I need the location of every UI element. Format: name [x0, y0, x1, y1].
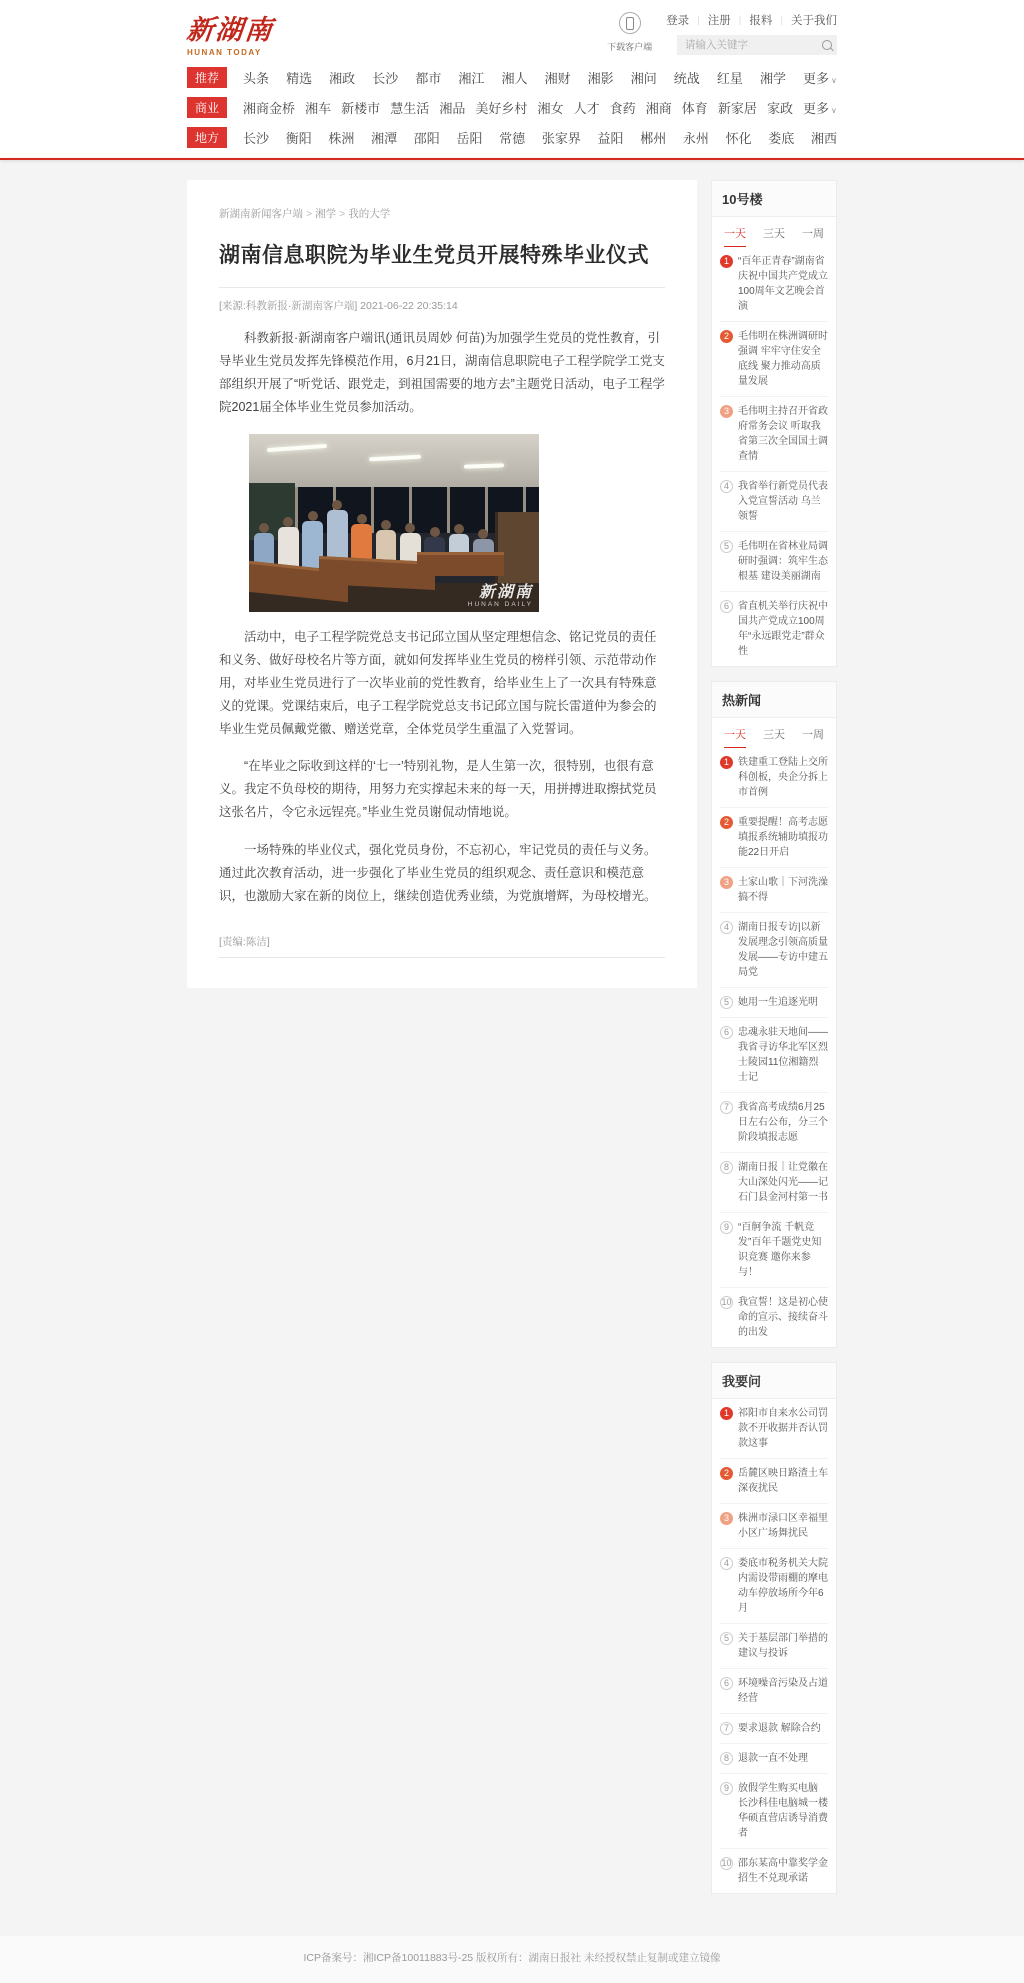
- nav-link[interactable]: 湘品: [439, 101, 466, 116]
- list-item-text: 毛伟明在省林业局调研时强调：筑牢生态根基 建设美丽湖南: [738, 541, 828, 582]
- photo-light: [464, 463, 504, 468]
- list-item[interactable]: [720, 592, 828, 666]
- top-link[interactable]: 关于我们: [791, 15, 837, 27]
- nav-items: [243, 68, 837, 87]
- list-item-text: “百年正青春”湖南省庆祝中国共产党成立100周年文艺晚会首演: [738, 256, 828, 312]
- nav-link[interactable]: 岳阳: [456, 131, 483, 146]
- rank-badge: 2: [720, 816, 733, 829]
- nav-link[interactable]: 株洲: [328, 131, 355, 146]
- list-item-text: 铁建重工登陆上交所科创板，央企分拆上市首例: [738, 757, 828, 798]
- nav-badge[interactable]: 地方: [187, 127, 227, 148]
- logo-title: 新湖南: [185, 15, 276, 45]
- title-divider: [219, 287, 665, 288]
- list-item[interactable]: [720, 1213, 828, 1288]
- nav: [187, 67, 837, 158]
- top-link[interactable]: 报料: [749, 15, 773, 27]
- rank-badge: 1: [720, 756, 733, 769]
- list-item-text: 邵东某高中靠奖学金招生不兑现承诺: [738, 1858, 828, 1884]
- nav-link[interactable]: 都市: [415, 71, 442, 86]
- link-separator: |: [738, 14, 742, 26]
- article-paragraph: 一场特殊的毕业仪式，强化党员身份，不忘初心，牢记党员的责任与义务。通过此次教育活动，进一步强化了毕业生党员的组织观念、责任意识和模范意识，也激励大家在新的岗位上，继续创造优秀业绩，为党旗增辉，为母校增光。: [219, 842, 657, 903]
- list-item[interactable]: [720, 913, 828, 988]
- breadcrumb: [219, 206, 665, 221]
- rank-badge: 2: [720, 1467, 733, 1480]
- rank-badge: 3: [720, 1512, 733, 1525]
- nav-link[interactable]: 衡阳: [285, 131, 312, 146]
- sidebar-card: [711, 1362, 837, 1894]
- article-source: [来源:科教新报·新湖南客户端]: [219, 300, 358, 312]
- sidebar-list: [712, 748, 836, 1347]
- nav-link[interactable]: 人才: [573, 101, 600, 116]
- list-item[interactable]: [720, 1714, 828, 1744]
- nav-link[interactable]: 邵阳: [413, 131, 440, 146]
- nav-items: [243, 98, 837, 117]
- list-item[interactable]: [720, 472, 828, 532]
- site-header: [0, 0, 1024, 158]
- nav-link[interactable]: 湘问: [630, 71, 657, 86]
- list-item[interactable]: [720, 748, 828, 808]
- nav-link[interactable]: 食药: [609, 101, 636, 116]
- nav-link[interactable]: 怀化: [725, 131, 752, 146]
- rank-badge: 7: [720, 1101, 733, 1114]
- nav-link[interactable]: 湘西: [810, 131, 837, 146]
- sidebar-list: [712, 1399, 836, 1893]
- nav-link[interactable]: 体育: [681, 101, 708, 116]
- sidebar-card: [711, 180, 837, 667]
- rank-badge: 4: [720, 1557, 733, 1570]
- rank-badge: 6: [720, 1026, 733, 1039]
- article-title: 湖南信息职院为毕业生党员开展特殊毕业仪式: [219, 244, 649, 267]
- article-end-divider: [219, 957, 665, 958]
- rank-badge: 1: [720, 255, 733, 268]
- rank-badge: 3: [720, 876, 733, 889]
- top-link[interactable]: 登录: [666, 15, 690, 27]
- list-item[interactable]: [720, 1093, 828, 1153]
- list-item-text: 关于基层部门举措的建议与投诉: [738, 1633, 828, 1659]
- nav-row: [187, 127, 837, 148]
- list-item[interactable]: [720, 532, 828, 592]
- list-item[interactable]: [720, 247, 828, 322]
- sidebar-card: [711, 681, 837, 1348]
- rank-badge: 4: [720, 921, 733, 934]
- rank-badge: 2: [720, 330, 733, 343]
- nav-link[interactable]: 永州: [682, 131, 709, 146]
- article-body: [219, 626, 665, 908]
- download-app-icon: [619, 12, 641, 34]
- list-item[interactable]: [720, 1288, 828, 1347]
- list-item[interactable]: [720, 808, 828, 868]
- nav-link[interactable]: 湘商: [645, 101, 672, 116]
- sidebar-list: [712, 247, 836, 666]
- list-item-text: 湖南日报专访|以新发展理念引领高质量发展——专访中建五局党: [738, 922, 828, 978]
- nav-more-link[interactable]: 更多 ∨: [803, 101, 837, 116]
- rank-badge: 3: [720, 405, 733, 418]
- list-item[interactable]: [720, 1153, 828, 1213]
- breadcrumb-separator: >: [339, 208, 346, 220]
- rank-badge: 6: [720, 1677, 733, 1690]
- list-item-text: 环境噪音污染及占道经营: [738, 1678, 828, 1704]
- article-paragraph: “在毕业之际收到这样的‘七一’特别礼物，是人生第一次，很特别，也很有意义。我定不负母校的期待，用努力充实撑起未来的每一天，用拼搏进取擦拭党员这张名片，令它永远锃亮。”毕业生党员谢侃动情地说。: [219, 759, 657, 820]
- nav-items: [243, 128, 837, 147]
- list-item[interactable]: [720, 1459, 828, 1504]
- list-item-text: 株洲市渌口区幸福里小区广场舞扰民: [738, 1513, 828, 1539]
- list-item[interactable]: [720, 868, 828, 913]
- nav-link[interactable]: 湘车: [305, 101, 332, 116]
- nav-link[interactable]: 湘财: [544, 71, 571, 86]
- nav-link[interactable]: 郴州: [640, 131, 667, 146]
- breadcrumb-link[interactable]: 我的大学: [348, 208, 391, 220]
- nav-link[interactable]: 常德: [499, 131, 526, 146]
- nav-link[interactable]: 湘人: [501, 71, 528, 86]
- nav-link[interactable]: 湘政: [329, 71, 356, 86]
- list-item[interactable]: [720, 1399, 828, 1459]
- breadcrumb-link[interactable]: 湘学: [315, 208, 337, 220]
- rank-badge: 5: [720, 540, 733, 553]
- list-item-text: 毛伟明在株洲调研时强调 牢牢守住安全底线 聚力推动高质量发展: [738, 331, 828, 387]
- list-item-text: 我省举行新党员代表入党宣誓活动 乌兰领誓: [738, 481, 828, 522]
- nav-link[interactable]: 湘潭: [371, 131, 398, 146]
- top-links: [666, 12, 837, 28]
- search-icon[interactable]: [822, 40, 832, 50]
- sidebar-section-title: 我要问: [712, 1363, 836, 1399]
- rank-badge: 1: [720, 1407, 733, 1420]
- article-paragraph: 活动中，电子工程学院党总支书记邱立国从坚定理想信念、铭记党员的责任和义务、做好母校名片等方面，就如何发挥毕业生党员的榜样引领、示范带动作用，对毕业生党员进行了一次毕业前的党性教育，给毕业生上了一次具有特殊意义的党课。党课结束后，电子工程学院党总支书记邱立国与院长雷道仲为参会的毕业生党员佩戴党徽、赠送党章，全体党员学生重温了入党誓词。: [219, 629, 657, 736]
- nav-more-link[interactable]: 更多 ∨: [803, 71, 837, 86]
- sidebar-tab[interactable]: 三天: [763, 729, 785, 741]
- site-logo[interactable]: [187, 8, 274, 57]
- article-lead: [219, 327, 665, 420]
- rank-badge: 6: [720, 600, 733, 613]
- link-separator: |: [780, 14, 783, 26]
- footer-text: ICP备案号：湘ICP备10011883号-25 版权所有：湖南日报社 未经授权禁止复制或建立镜像: [303, 1952, 721, 1964]
- list-item-text: 要求退款 解除合约: [738, 1723, 821, 1734]
- nav-badge[interactable]: 商业: [187, 97, 227, 118]
- list-item-text: 毛伟明主持召开省政府常务会议 听取我省第三次全国国土调查情: [738, 406, 828, 462]
- nav-badge[interactable]: 推荐: [187, 67, 227, 88]
- sidebar-tab[interactable]: 一周: [802, 729, 824, 741]
- nav-link[interactable]: 新楼市: [341, 101, 381, 116]
- editor-line: [责编:陈洁]: [219, 935, 270, 948]
- list-item-text: 退款一直不处理: [738, 1753, 808, 1764]
- nav-link[interactable]: 湘商金桥: [243, 101, 296, 116]
- list-item[interactable]: [720, 1849, 828, 1893]
- article-time: 2021-06-22 20:35:14: [360, 300, 458, 312]
- logo-subtitle: HUNAN TODAY: [187, 48, 262, 57]
- list-item-text: 土家山歌｜下河洗澡搞不得: [738, 877, 828, 903]
- article-card: [187, 180, 697, 988]
- nav-link[interactable]: 头条: [243, 71, 270, 86]
- download-app-label: 下载客户端: [607, 42, 653, 52]
- breadcrumb-separator: >: [306, 208, 313, 220]
- nav-link[interactable]: 红星: [716, 71, 743, 86]
- page-footer: [0, 1936, 1024, 1983]
- rank-badge: 9: [720, 1782, 733, 1795]
- nav-link[interactable]: 张家界: [541, 131, 581, 146]
- list-item-text: 省直机关举行庆祝中国共产党成立100周年“永远跟党走”群众性: [738, 601, 828, 657]
- top-link[interactable]: 注册: [707, 15, 731, 27]
- sidebar-tabs: [712, 217, 836, 247]
- nav-link[interactable]: 新家居: [717, 101, 757, 116]
- search-box: [677, 35, 837, 55]
- chevron-down-icon: ∨: [831, 106, 837, 115]
- nav-link[interactable]: 精选: [286, 71, 313, 86]
- rank-badge: 10: [721, 1297, 732, 1307]
- list-item-text: 岳麓区映日路渣土车深夜扰民: [738, 1468, 828, 1494]
- list-item[interactable]: [720, 1549, 828, 1624]
- list-item[interactable]: [720, 1624, 828, 1669]
- nav-link[interactable]: 家政: [766, 101, 793, 116]
- photo-watermark-en: HUNAN DAILY: [467, 601, 533, 609]
- sidebar-tab[interactable]: 三天: [763, 228, 785, 240]
- list-item-text: 湖南日报｜让党徽在大山深处闪光——记石门县金河村第一书: [738, 1162, 828, 1203]
- nav-link[interactable]: 长沙: [243, 131, 270, 146]
- list-item[interactable]: [720, 1774, 828, 1849]
- list-item-text: “百舸争流 千帆竞发”百年千题党史知识竞赛 邀你来参与！: [738, 1222, 822, 1278]
- rank-badge: 5: [720, 1632, 733, 1645]
- list-item-text: 祁阳市自来水公司罚款不开收据并否认罚款这事: [738, 1408, 828, 1449]
- list-item[interactable]: [720, 1744, 828, 1774]
- list-item-text: 我省高考成绩6月25日左右公布，分三个阶段填报志愿: [738, 1102, 828, 1143]
- sidebar-section-title: 热新闻: [712, 682, 836, 718]
- rank-badge: 8: [720, 1752, 733, 1765]
- sidebar-tab[interactable]: 一天: [724, 225, 746, 247]
- article-paragraph: 科教新报·新湖南客户端讯(通讯员周妙 何苗)为加强学生党员的党性教育，引导毕业生党员发挥先锋模范作用，6月21日，湖南信息职院电子工程学院学工党支部组织开展了“听党话、跟党走，到祖国需要的地方去”主题党日活动，电子工程学院2021届全体毕业生党员参加活动。: [219, 331, 665, 415]
- list-item[interactable]: [720, 1504, 828, 1549]
- list-item-text: 忠魂永驻天地间——我省寻访华北军区烈士陵园11位湘籍烈士记: [738, 1027, 828, 1083]
- nav-row: [187, 97, 837, 118]
- rank-badge: 10: [721, 1858, 732, 1868]
- list-item[interactable]: [720, 397, 828, 472]
- nav-link[interactable]: 娄底: [768, 131, 795, 146]
- list-item-text: 重要提醒！高考志愿填报系统辅助填报功能22日开启: [738, 817, 828, 858]
- list-item[interactable]: [720, 1669, 828, 1714]
- nav-link[interactable]: 湘江: [458, 71, 485, 86]
- nav-link[interactable]: 长沙: [372, 71, 399, 86]
- chevron-down-icon: ∨: [831, 76, 837, 85]
- sidebar-tab[interactable]: 一周: [802, 228, 824, 240]
- photo-watermark: [468, 584, 533, 609]
- list-item[interactable]: [720, 1018, 828, 1093]
- sidebar-tabs: [712, 718, 836, 748]
- rank-badge: 5: [720, 996, 733, 1009]
- rank-badge: 7: [720, 1722, 733, 1735]
- article-photo: [249, 434, 539, 612]
- nav-link[interactable]: 统战: [673, 71, 700, 86]
- nav-link[interactable]: 美好乡村: [475, 101, 528, 116]
- rank-badge: 4: [720, 480, 733, 493]
- breadcrumb-link[interactable]: 新湖南新闻客户端: [219, 208, 303, 220]
- nav-link[interactable]: 湘影: [587, 71, 614, 86]
- download-app[interactable]: [607, 12, 652, 53]
- sidebar-section-title: 10号楼: [712, 181, 836, 217]
- link-separator: |: [697, 14, 700, 26]
- list-item-text: 放假学生购买电脑 长沙科佳电脑城一楼华硕直营店诱导消费者: [738, 1783, 828, 1839]
- photo-watermark-cn: 新湖南: [478, 583, 533, 601]
- nav-link[interactable]: 湘学: [759, 71, 786, 86]
- list-item[interactable]: [720, 988, 828, 1018]
- photo-desk: [417, 552, 504, 576]
- nav-link[interactable]: 慧生活: [390, 101, 430, 116]
- rank-badge: 9: [720, 1221, 733, 1234]
- nav-link[interactable]: 湘女: [537, 101, 564, 116]
- header-divider: [0, 158, 1024, 160]
- list-item-text: 娄底市税务机关大院内需设带雨棚的摩电动车停放场所今年6月: [738, 1558, 828, 1614]
- sidebar-tab[interactable]: 一天: [724, 726, 746, 748]
- rank-badge: 8: [720, 1161, 733, 1174]
- nav-row: [187, 67, 837, 88]
- search-input[interactable]: [683, 38, 822, 52]
- list-item-text: 她用一生追逐光明: [738, 997, 818, 1008]
- nav-link[interactable]: 益阳: [597, 131, 624, 146]
- sidebar: [711, 180, 837, 1908]
- list-item[interactable]: [720, 322, 828, 397]
- list-item-text: 我宣誓！这是初心使命的宣示、接续奋斗的出发: [738, 1297, 828, 1338]
- source-line: [219, 298, 665, 313]
